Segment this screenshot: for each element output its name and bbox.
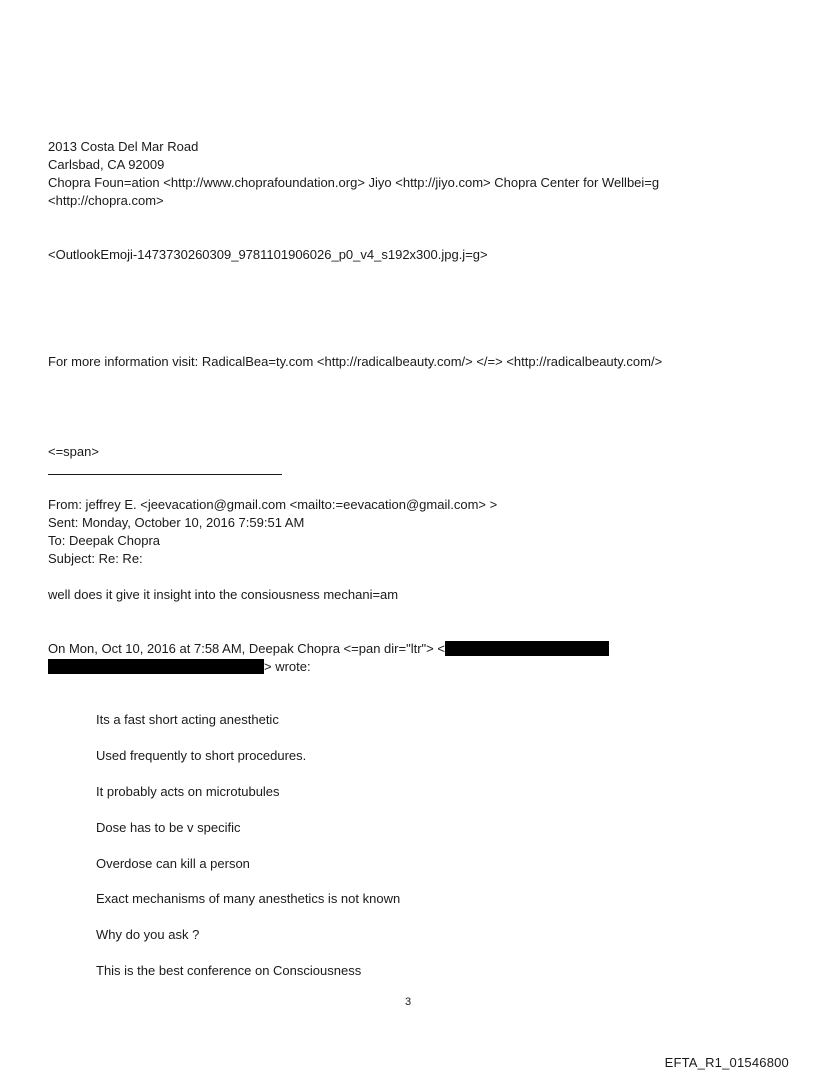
address-street: 2013 Costa Del Mar Road (48, 139, 199, 154)
redaction-block (445, 641, 609, 656)
quoted-line: Used frequently to short procedures. (96, 748, 307, 763)
quoted-line: This is the best conference on Consciousness (96, 963, 362, 978)
page-number: 3 (404, 996, 412, 1008)
address-city: Carlsbad, CA 92009 (48, 157, 165, 172)
reply-body: well does it give it insight into the consiousness mechani=am (48, 587, 399, 602)
quote-header-line-2 (48, 658, 311, 676)
quoted-line: It probably acts on microtubules (96, 784, 280, 799)
address-orgs-line: Chopra Foun=ation <http://www.choprafoundation.org> Jiyo <http://jiyo.com> Chopra Center for Wellbei=g (48, 175, 660, 190)
quote-header-suffix: > wrote: (264, 659, 311, 674)
redaction-block (48, 659, 264, 674)
emoji-attachment-line: <OutlookEmoji-1473730260309_9781101906026_p0_v4_s192x300.jpg.j=g> (48, 247, 488, 262)
info-line: For more information visit: RadicalBea=ty.com <http://radicalbeauty.com/> </=> <http://radicalbeauty.com/> (48, 354, 663, 369)
header-to: To: Deepak Chopra (48, 533, 161, 548)
header-separator (48, 474, 282, 475)
document-id: EFTA_R1_01546800 (664, 1055, 789, 1070)
quote-header-line-1 (48, 640, 609, 658)
quoted-line: Why do you ask ? (96, 927, 200, 942)
span-tag-line: <=span> (48, 444, 99, 459)
header-sent: Sent: Monday, October 10, 2016 7:59:51 AM (48, 515, 305, 530)
quoted-line: Overdose can kill a person (96, 856, 250, 871)
quoted-line: Its a fast short acting anesthetic (96, 712, 279, 727)
quote-header-prefix: On Mon, Oct 10, 2016 at 7:58 AM, Deepak Chopra <=pan dir="ltr"> < (48, 641, 445, 656)
header-subject: Subject: Re: Re: (48, 551, 143, 566)
quoted-line: Exact mechanisms of many anesthetics is not known (96, 891, 401, 906)
quoted-line: Dose has to be v specific (96, 820, 241, 835)
address-orgs-line-2: <http://chopra.com> (48, 193, 164, 208)
header-from: From: jeffrey E. <jeevacation@gmail.com <mailto:=eevacation@gmail.com> > (48, 497, 498, 512)
